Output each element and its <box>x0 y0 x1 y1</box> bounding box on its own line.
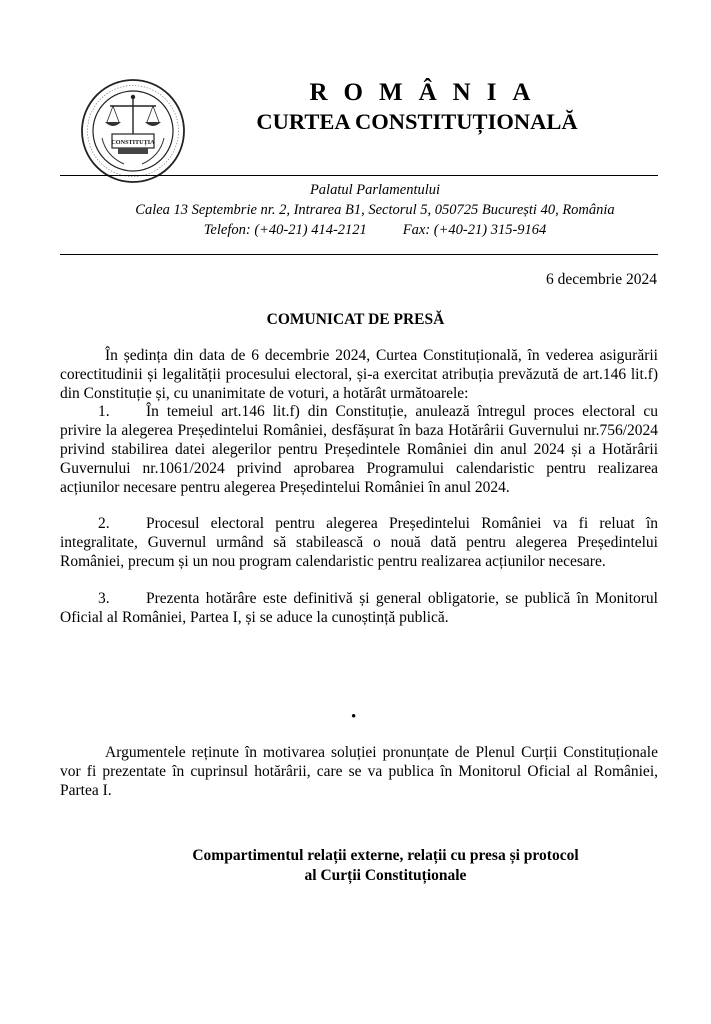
address-line-2: Calea 13 Septembrie nr. 2, Intrarea B1, Sectorul 5, 050725 București 40, România <box>135 202 615 218</box>
institution-heading: CURTEA CONSTITUȚIONALĂ <box>256 109 578 134</box>
decision-item-2 <box>60 515 658 571</box>
header-divider-bottom <box>60 254 658 255</box>
phone-number: Telefon: (+40-21) 414-2121 <box>203 222 367 238</box>
item-text: Procesul electoral pentru alegerea Președintelui României va fi reluat în integralitate, Guvernul urmând să stabilească o nouă dată pentru alegerea Președintelui României, precum și un nou program calendaristic pentru realizarea acțiunilor necesare. <box>60 515 658 570</box>
section-separator-bullet: • <box>351 709 357 725</box>
decision-item-3 <box>60 590 658 628</box>
item-text: Prezenta hotărâre este definitivă și general obligatorie, se publică în Monitorul Oficial al României, Partea I, și se aduce la cunoștință publică. <box>60 589 658 626</box>
item-text: În temeiul art.146 lit.f) din Constituție, anulează întregul proces electoral cu privire la alegerea Președintelui României, desfășurat în baza Hotărârii Guvernului nr.756/2024 privind stabilirea datei alegerilor pentru Președintele României din anul 2024 și a Hotărârii Guvernului nr.1061/2024 privind aprobarea Programului calendaristic pentru realizarea acțiunilor necesare pentru alegerea Președintelui României în anul 2024. <box>60 403 658 496</box>
document-title: COMUNICAT DE PRESĂ <box>266 311 445 328</box>
address-block <box>60 180 690 240</box>
document-date: 6 decembrie 2024 <box>545 271 657 288</box>
header-divider-top <box>60 175 658 176</box>
document-body <box>60 347 658 627</box>
closing-paragraph: Argumentele reținute în motivarea soluției pronunțate de Plenul Curții Constituționale vor fi prezentate în cuprinsul hotărârii, care se va publica în Monitorul Oficial al României, Partea I. <box>60 744 658 799</box>
decision-item-1 <box>60 403 658 497</box>
signature-block <box>0 846 711 886</box>
contact-line <box>60 220 690 240</box>
fax-number: Fax: (+40-21) 315-9164 <box>402 222 547 238</box>
item-number: 3. <box>98 589 110 607</box>
country-heading: ROMÂNIA <box>309 79 547 106</box>
signature-line-1: Compartimentul relații externe, relații cu presa și protocol <box>192 847 579 864</box>
item-number: 1. <box>98 403 110 421</box>
signature-line-2: al Curții Constituționale <box>304 867 467 884</box>
address-line-1: Palatul Parlamentului <box>309 182 441 198</box>
item-number: 2. <box>98 515 110 533</box>
svg-text:CONSTITUȚIA: CONSTITUȚIA <box>111 139 155 146</box>
closing-block <box>60 744 658 800</box>
intro-paragraph: În ședința din data de 6 decembrie 2024, Curtea Constituțională, în vederea asigurării corectitudinii și legalității procesului electoral, și-a exercitat atribuția prevăzută de art.146 lit.f) din Constituție și, cu unanimitate de voturi, a hotărât următoarele: <box>60 347 658 402</box>
court-seal-logo <box>80 78 186 184</box>
